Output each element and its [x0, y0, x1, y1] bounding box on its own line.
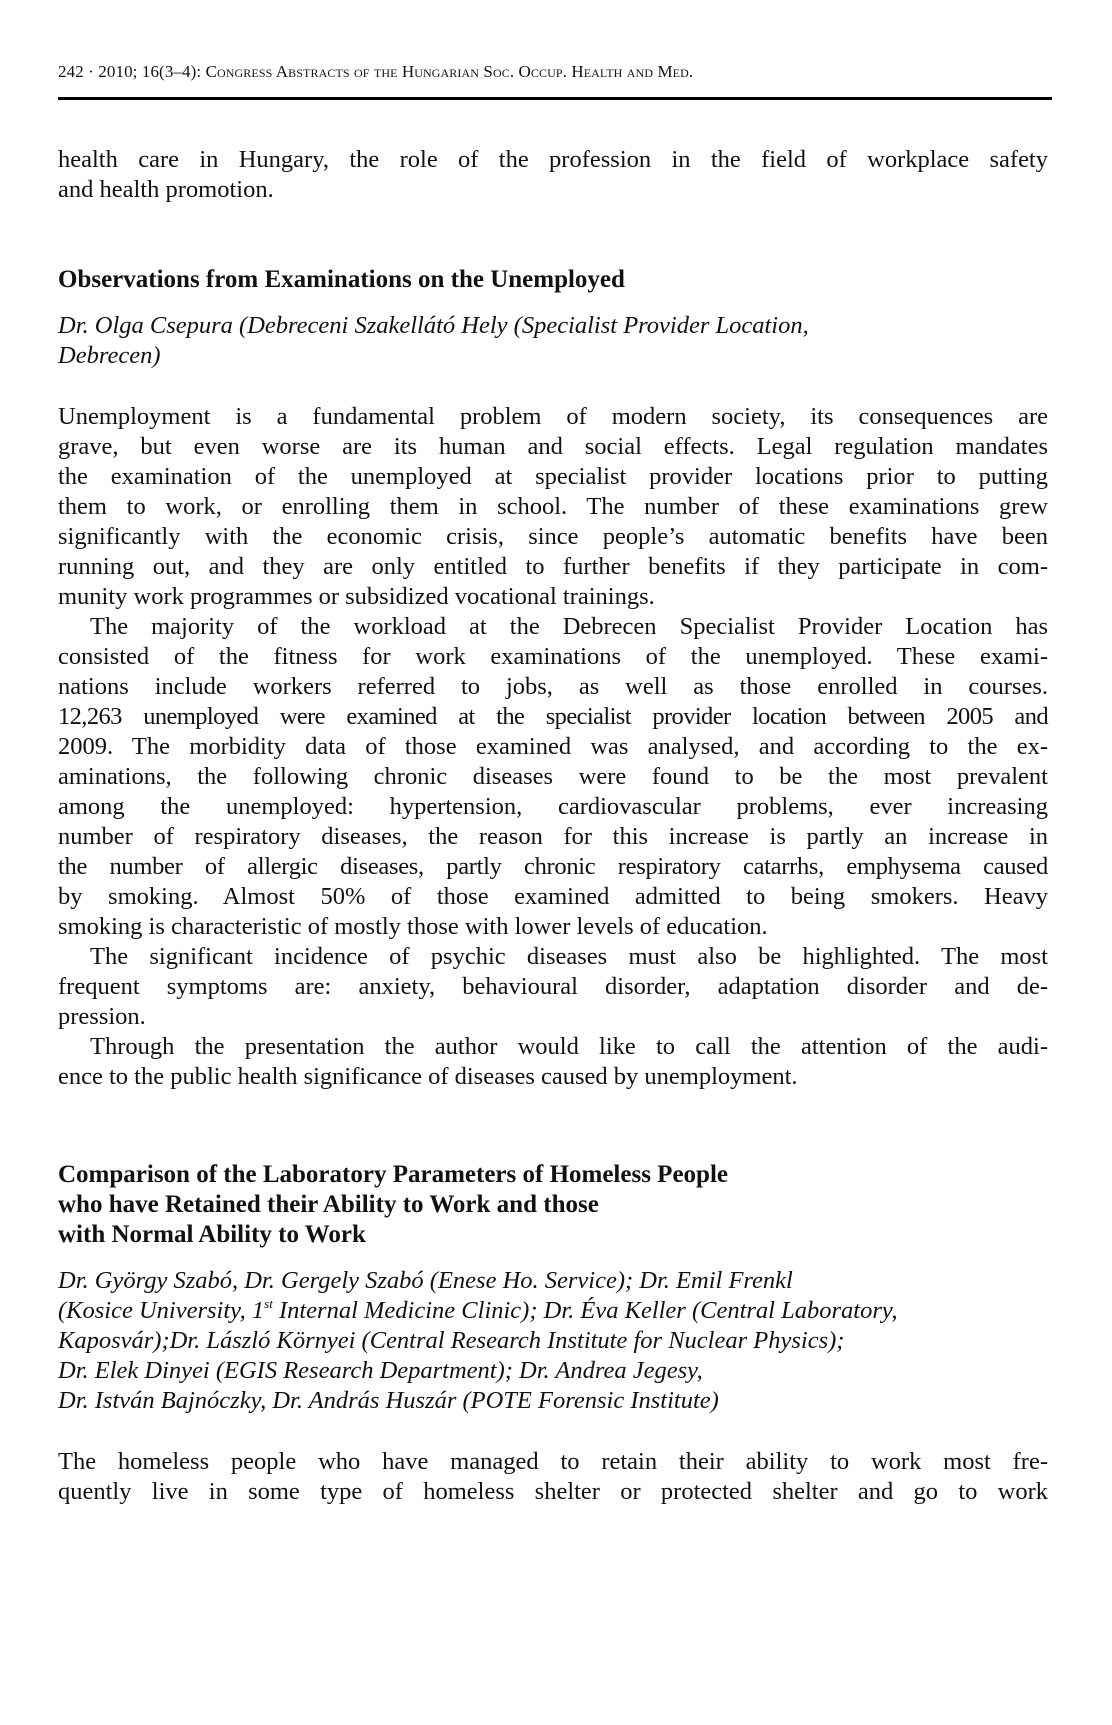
article-title: Observations from Examinations on the Unemployed	[58, 266, 625, 293]
text-line: grave, but even worse are its human and social effects. Legal regulation mandates	[58, 433, 1048, 460]
text-line: the number of allergic diseases, partly chronic respiratory catarrhs, emphysema caused	[58, 853, 1048, 880]
running-head	[58, 62, 1052, 82]
author-text: Internal Medicine Clinic); Dr. Éva Keller (Central Laboratory,	[272, 1297, 898, 1324]
author-line: Debrecen)	[58, 342, 161, 369]
article-1-authors	[58, 311, 1048, 371]
author-line	[58, 1296, 1048, 1326]
author-line: Dr. Olga Csepura (Debreceni Szakellátó Hely (Specialist Provider Location,	[58, 312, 809, 339]
article-title-line: Comparison of the Laboratory Parameters of Homeless People	[58, 1161, 728, 1188]
article-1	[58, 265, 1048, 295]
text-line: The significant incidence of psychic diseases must also be highlighted. The most	[90, 943, 1048, 970]
text-line: consisted of the fitness for work examinations of the unemployed. These exami-	[58, 643, 1048, 670]
article-2-body	[58, 1447, 1048, 1507]
text-line: pression.	[58, 1003, 146, 1030]
text-line: health care in Hungary, the role of the profession in the field of workplace safety	[58, 146, 1048, 173]
article-1-body	[58, 402, 1048, 1092]
text-line: 2009. The morbidity data of those examined was analysed, and according to the ex-	[58, 733, 1048, 760]
text-line: munity work programmes or subsidized vocational trainings.	[58, 583, 655, 610]
article-2-authors	[58, 1266, 1048, 1416]
text-line: the examination of the unemployed at specialist provider locations prior to putting	[58, 463, 1048, 490]
text-line: ence to the public health significance of diseases caused by unemployment.	[58, 1063, 798, 1090]
header-rule	[58, 97, 1052, 100]
text-line: and health promotion.	[58, 176, 274, 203]
article-title-line: with Normal Ability to Work	[58, 1221, 366, 1248]
text-line: by smoking. Almost 50% of those examined admitted to being smokers. Heavy	[58, 883, 1048, 910]
text-line: number of respiratory diseases, the reason for this increase is partly an increase in	[58, 823, 1048, 850]
continuation-paragraph	[58, 145, 1048, 205]
text-line: Unemployment is a fundamental problem of modern society, its consequences are	[58, 403, 1048, 430]
text-line: quently live in some type of homeless shelter or protected shelter and go to work	[58, 1478, 1048, 1505]
text-line: aminations, the following chronic diseases were found to be the most prevalent	[58, 763, 1048, 790]
text-line: them to work, or enrolling them in school. The number of these examinations grew	[58, 493, 1048, 520]
text-line: The majority of the workload at the Debrecen Specialist Provider Location has	[90, 613, 1048, 640]
citation: · 2010; 16(3–4):	[88, 62, 206, 81]
ordinal-suffix: st	[264, 1296, 273, 1311]
text-line: running out, and they are only entitled to further benefits if they participate in com-	[58, 553, 1048, 580]
text-line: among the unemployed: hypertension, cardiovascular problems, ever increasing	[58, 793, 1048, 820]
author-line: Dr. György Szabó, Dr. Gergely Szabó (Enese Ho. Service); Dr. Emil Frenkl	[58, 1267, 793, 1294]
text-line: The homeless people who have managed to retain their ability to work most fre-	[58, 1448, 1048, 1475]
author-line: Dr. Elek Dinyei (EGIS Research Department); Dr. Andrea Jegesy,	[58, 1357, 703, 1384]
article-title-line: who have Retained their Ability to Work and those	[58, 1191, 599, 1218]
text-line: Through the presentation the author would like to call the attention of the audi-	[90, 1033, 1048, 1060]
text-line: frequent symptoms are: anxiety, behavioural disorder, adaptation disorder and de-	[58, 973, 1048, 1000]
author-text: (Kosice University, 1	[58, 1297, 265, 1324]
text-line: 12,263 unemployed were examined at the specialist provider location between 2005 and	[58, 703, 1048, 730]
text-line: nations include workers referred to jobs, as well as those enrolled in courses.	[58, 673, 1048, 700]
text-line: significantly with the economic crisis, since people’s automatic benefits have been	[58, 523, 1048, 550]
author-line: Kaposvár);Dr. László Környei (Central Research Institute for Nuclear Physics);	[58, 1327, 845, 1354]
article-2-title	[58, 1160, 1048, 1250]
author-line: Dr. István Bajnóczky, Dr. András Huszár (POTE Forensic Institute)	[58, 1387, 719, 1414]
page-number: 242	[58, 62, 84, 81]
text-line: smoking is characteristic of mostly those with lower levels of education.	[58, 913, 768, 940]
journal-title: Congress Abstracts of the Hungarian Soc. Occup. Health and Med.	[205, 62, 694, 81]
